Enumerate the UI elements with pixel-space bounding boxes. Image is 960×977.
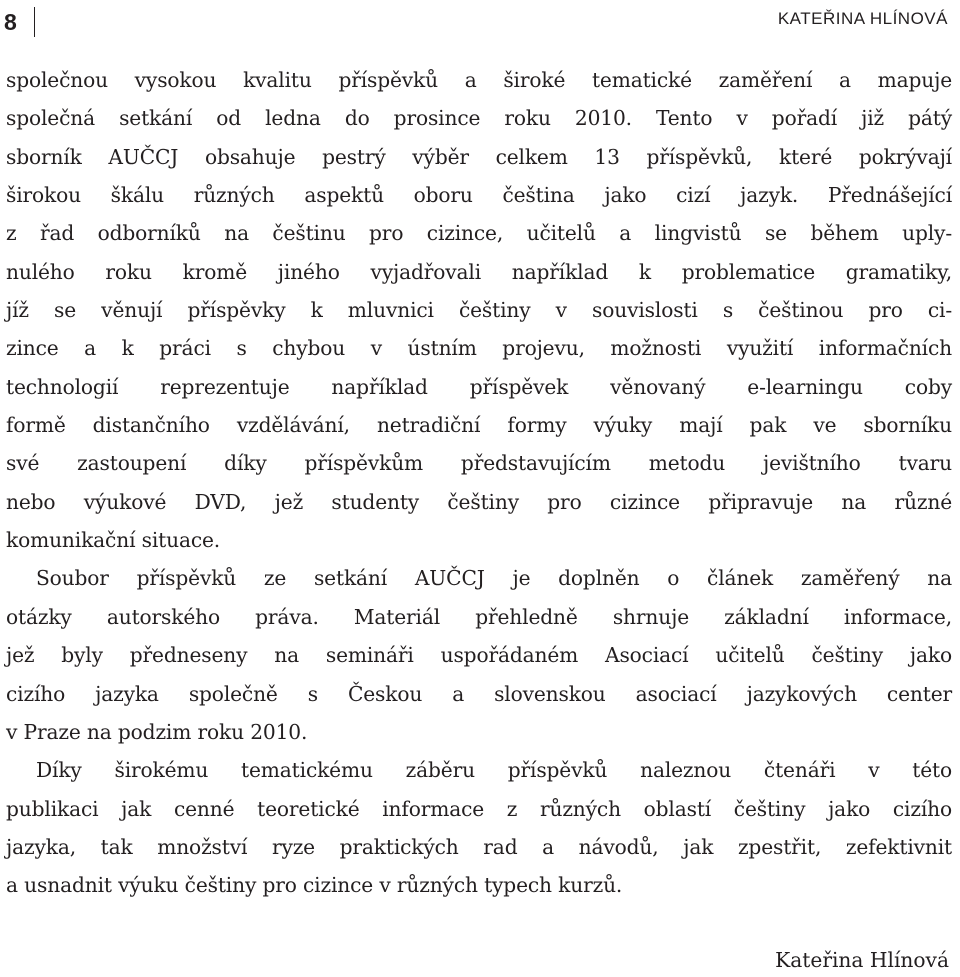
text-line: technologií reprezentuje například příspěvek věnovaný e-learningu coby [6, 374, 952, 399]
text-line: nulého roku kromě jiného vyjadřovali například k problematice gramatiky, [6, 259, 952, 284]
paragraph-3 [6, 751, 952, 904]
text-line: zince a k práci s chybou v ústním projevu, možnosti využití informačních [6, 336, 952, 361]
text-line: komunikační situace. [6, 528, 221, 553]
running-head-author: KATEŘINA HLÍNOVÁ [777, 9, 948, 28]
text-line: v Praze na podzim roku 2010. [6, 719, 308, 744]
text-line: cizího jazyka společně s Českou a slovenskou asociací jazykových center [6, 681, 952, 706]
text-line: jež byly předneseny na semináři uspořádaném Asociací učitelů češtiny jako [6, 643, 952, 668]
header-divider [34, 7, 35, 37]
text-line: formě distančního vzdělávání, netradiční formy výuky mají pak ve sborníku [6, 413, 952, 438]
text-line: otázky autorského práva. Materiál přehledně shrnuje základní informace, [6, 604, 952, 629]
text-line: své zastoupení díky příspěvkům představujícím metodu jevištního tvaru [6, 451, 952, 476]
text-line: nebo výukové DVD, jež studenty češtiny pro cizince připravuje na různé [6, 489, 952, 514]
text-line: jazyka, tak množství ryze praktických rad a návodů, jak zpestřit, zefektivnit [6, 834, 952, 859]
text-line: publikaci jak cenné teoretické informace z různých oblastí češtiny jako cizího [6, 796, 952, 821]
paragraph-2 [6, 559, 952, 751]
text-line: společná setkání od ledna do prosince roku 2010. Tento v pořadí již pátý [6, 106, 952, 131]
text-line: sborník AUČCJ obsahuje pestrý výběr celkem 13 příspěvků, které pokrývají [6, 144, 952, 169]
text-line: a usnadnit výuku češtiny pro cizince v různých typech kurzů. [6, 873, 623, 898]
text-line: širokou škálu různých aspektů oboru čeština jako cizí jazyk. Přednášející [6, 183, 952, 208]
text-line: jíž se věnují příspěvky k mluvnici češtiny v souvislosti s češtinou pro ci- [6, 298, 952, 323]
text-line: Díky širokému tematickému záběru příspěvků naleznou čtenáři v této [36, 758, 952, 783]
text-line: Soubor příspěvků ze setkání AUČCJ je doplněn o článek zaměřený na [36, 566, 952, 591]
body-text [6, 61, 952, 905]
author-signature: Kateřina Hlínová [775, 948, 949, 972]
paragraph-1 [6, 61, 952, 559]
page-number: 8 [4, 9, 17, 35]
page-header [0, 0, 960, 44]
text-line: společnou vysokou kvalitu příspěvků a široké tematické zaměření a mapuje [6, 68, 952, 92]
text-line: z řad odborníků na češtinu pro cizince, učitelů a lingvistů se během uply- [6, 221, 952, 246]
